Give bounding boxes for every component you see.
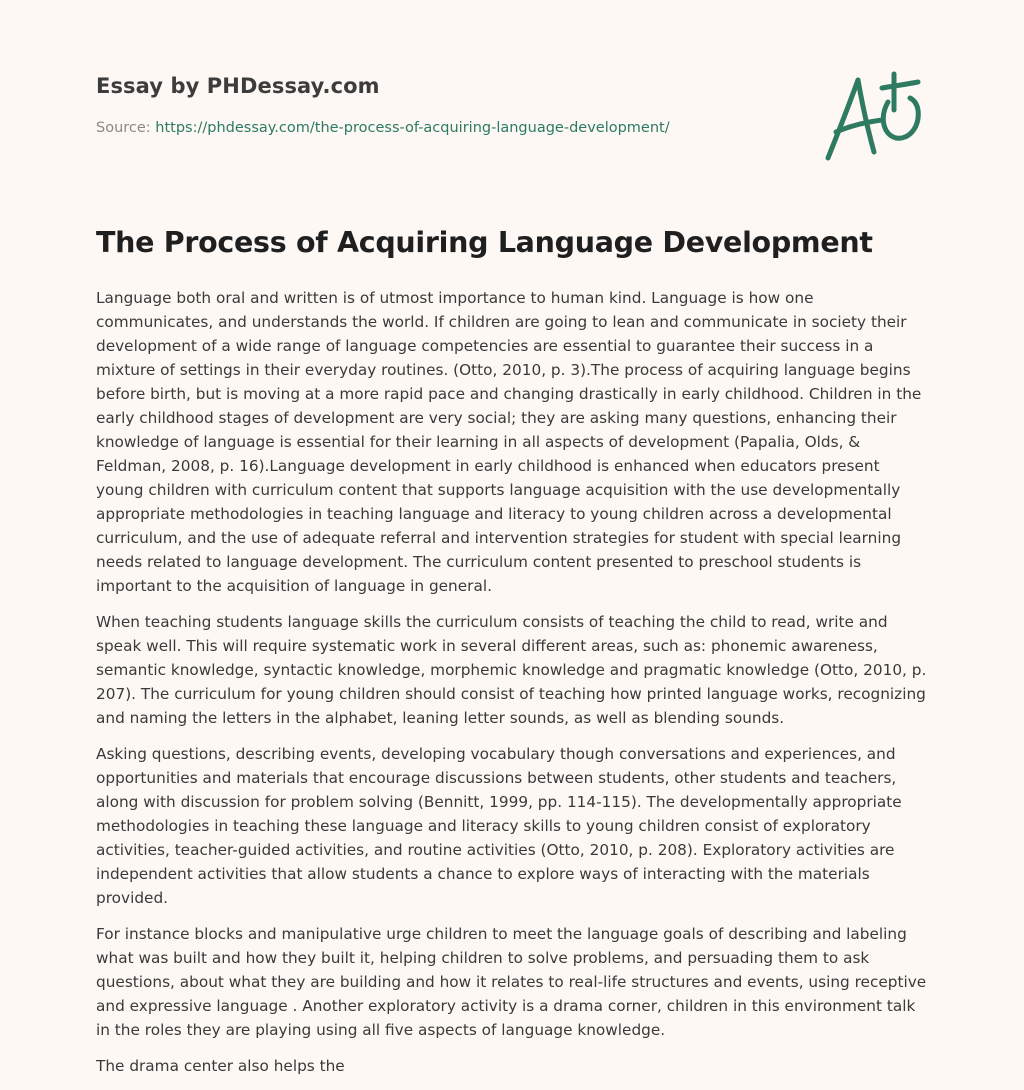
source-line — [96, 120, 796, 136]
page-header — [96, 74, 796, 136]
source-link[interactable]: https://phdessay.com/the-process-of-acquiring-language-development/ — [155, 120, 670, 136]
essay-paragraph: Asking questions, describing events, developing vocabulary though conversations and experiences, and opportunities and materials that encourage discussions between students, other students and teachers, along with discussion for problem solving (Bennitt, 1999, pp. 114-115). The developmentally appropriate methodologies in teaching these language and literacy skills to young children consist of exploratory activities, teacher-guided activities, and routine activities (Otto, 2010, p. 208). Exploratory activities are independent activities that allow students a chance to explore ways of interacting with the materials provided. — [96, 745, 902, 907]
essay-paragraph: For instance blocks and manipulative urge children to meet the language goals of describing and labeling what was built and how they built it, helping children to solve problems, and persuading them to ask questions, about what they are building and how it relates to real-life structures and events, using receptive and expressive language . Another exploratory activity is a drama corner, children in this environment talk in the roles they are playing using all five aspects of language knowledge. — [96, 925, 927, 1039]
essay-paragraph: The drama center also helps the — [96, 1057, 345, 1075]
essay-title: The Process of Acquiring Language Development — [96, 226, 873, 259]
source-label: Source: — [96, 120, 156, 136]
essay-paragraph: Language both oral and written is of utmost importance to human kind. Language is how one communicates, and understands the world. If children are going to lean and communicate in society their development of a wide range of language competencies are essential to guarantee their success in a mixture of settings in their everyday routines. (Otto, 2010, p. 3).The process of acquiring language begins before birth, but is moving at a more rapid pace and changing drastically in early childhood. Children in the early childhood stages of development are very social; they are asking many questions, enhancing their knowledge of language is essential for their learning in all aspects of development (Papalia, Olds, & Feldman, 2008, p. 16).Language development in early childhood is enhanced when educators present young children with curriculum content that supports language acquisition with the use developmentally appropriate methodologies in teaching language and literacy to young children across a developmental curriculum, and the use of adequate referral and intervention strategies for student with special learning needs related to language development. The curriculum content presented to preschool students is important to the acquisition of language in general. — [96, 289, 922, 595]
essay-body — [96, 286, 930, 1090]
site-title: Essay by PHDessay.com — [96, 74, 380, 98]
a-plus-grade-icon — [822, 68, 926, 164]
essay-paragraph: When teaching students language skills the curriculum consists of teaching the child to read, write and speak well. This will require systematic work in several different areas, such as: phonemic awareness, semantic knowledge, syntactic knowledge, morphemic knowledge and pragmatic knowledge (Otto, 2010, p. 207). The curriculum for young children should consist of teaching how printed language works, recognizing and naming the letters in the alphabet, leaning letter sounds, as well as blending sounds. — [96, 613, 927, 727]
